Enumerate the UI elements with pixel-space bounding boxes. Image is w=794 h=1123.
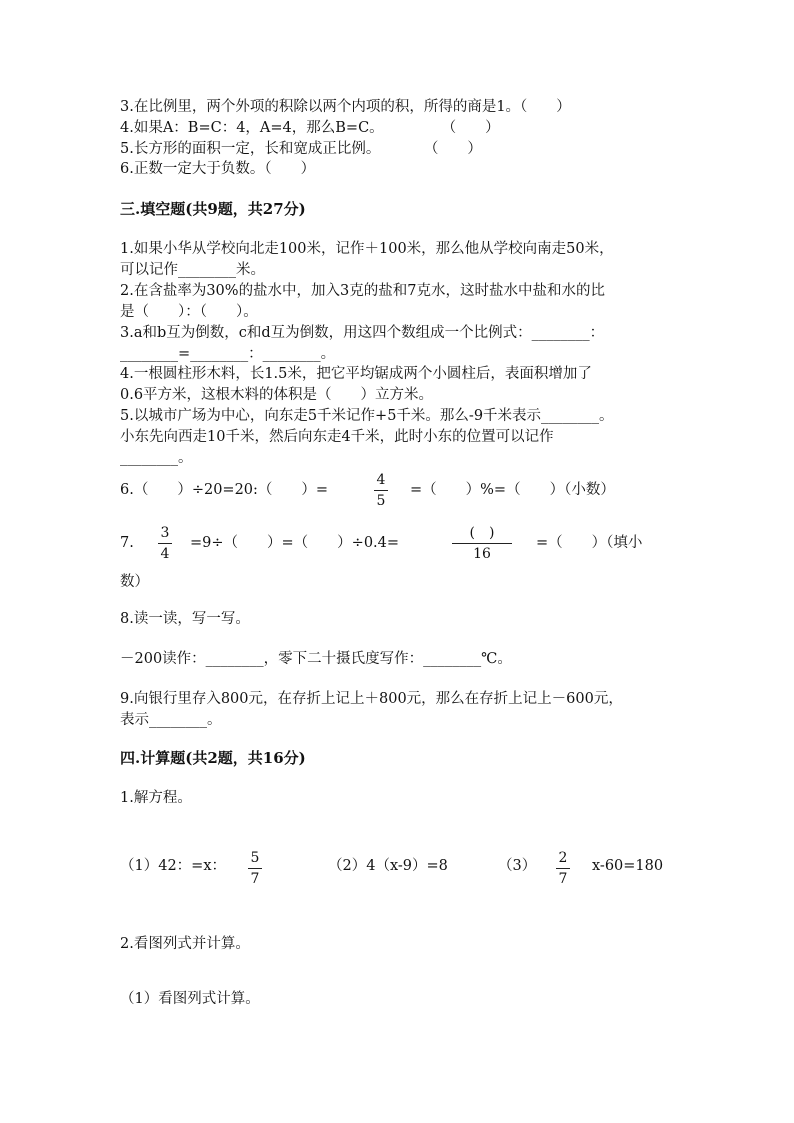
fill-q9-line2: 表示________。 [120, 712, 222, 728]
fraction-numerator: 2 [558, 850, 568, 866]
fill-q8-line: －200读作：________，零下二十摄氏度写作：________℃。 [120, 651, 512, 667]
fraction-numerator: 5 [250, 850, 260, 866]
fill-q7-post: =（ ）（填小 [536, 535, 643, 551]
fraction-numerator: 3 [160, 525, 170, 541]
fill-q4-line1: 4.一根圆柱形木料，长1.5米，把它平均锯成两个小圆柱后，表面积增加了 [120, 366, 592, 382]
fraction-bar [556, 868, 570, 869]
judge-q3: 3.在比例里，两个外项的积除以两个内项的积，所得的商是1。（ ） [120, 99, 571, 115]
judge-q5: 5.长方形的面积一定，长和宽成正比例。 （ ） [120, 141, 482, 157]
judge-q4: 4.如果A：B=C：4，A=4，那么B=C。 （ ） [120, 120, 500, 136]
fraction-bar [248, 868, 262, 869]
fraction-bar [158, 543, 172, 544]
fraction-numerator: 4 [376, 472, 386, 488]
fill-q9-line1: 9.向银行里存入800元，在存折上记上＋800元，那么在存折上记上－600元， [120, 691, 623, 707]
fraction-denominator: 16 [473, 546, 491, 562]
fraction-denominator: 5 [376, 493, 386, 509]
fill-q3-line1: 3.a和b互为倒数，c和d互为倒数，用这四个数组成一个比例式：________： [120, 325, 605, 341]
equation-3-pre: （3） [498, 858, 537, 874]
judge-q6: 6.正数一定大于负数。（ ） [120, 161, 316, 177]
fraction-bar [452, 543, 512, 544]
fill-q8: 8.读一读，写一写。 [120, 611, 250, 627]
fraction-5-7 [248, 850, 262, 887]
fill-q2-line1: 2.在含盐率为30%的盐水中，加入3克的盐和7克水，这时盐水中盐和水的比 [120, 283, 606, 299]
fill-q1-line2: 可以记作________米。 [120, 262, 265, 278]
fraction-denominator: 4 [160, 546, 170, 562]
fill-q7-mid: =9÷（ ）=（ ）÷0.4= [190, 535, 400, 551]
fraction-numerator: ( ) [469, 525, 495, 541]
fraction-2-7 [556, 850, 570, 887]
fill-q5-line2: 小东先向西走10千米，然后向东走4千米，此时小东的位置可以记作 [120, 429, 554, 445]
fill-q7-pre: 7. [120, 535, 134, 551]
fraction-blank-16 [452, 525, 512, 562]
fraction-3-4 [158, 525, 172, 562]
fraction-denominator: 7 [250, 871, 260, 887]
calc-q2: 2.看图列式并计算。 [120, 936, 250, 952]
fill-q1-line1: 1.如果小华从学校向北走100米，记作＋100米，那么他从学校向南走50米， [120, 241, 614, 257]
fraction-4-5 [374, 472, 388, 509]
fill-q7-cont: 数） [120, 574, 149, 590]
fill-q4-line2: 0.6平方米，这根木料的体积是（ ）立方米。 [120, 387, 434, 403]
fraction-bar [374, 490, 388, 491]
fill-q5-line1: 5.以城市广场为中心，向东走5千米记作+5千米。那么-9千米表示________。 [120, 408, 614, 424]
fill-q3-line2: ________=________：________。 [120, 346, 336, 362]
fill-q5-line3: ________。 [120, 450, 193, 466]
equation-2: （2）4（x-9）=8 [328, 858, 448, 874]
fill-q6-post: =（ ）%=（ ）（小数） [410, 482, 615, 498]
fill-q6-pre: 6.（ ）÷20=20:（ ）= [120, 482, 329, 498]
calc-q1: 1.解方程。 [120, 790, 192, 806]
section-heading-fill: 三.填空题(共9题，共27分) [120, 200, 306, 218]
equation-1-pre: （1）42：=x： [120, 858, 227, 874]
fill-q2-line2: 是（ ）：（ ）。 [120, 304, 258, 320]
fraction-denominator: 7 [558, 871, 568, 887]
calc-q2-sub: （1）看图列式计算。 [120, 991, 260, 1007]
section-heading-calc: 四.计算题(共2题，共16分) [120, 749, 306, 767]
equation-3-post: x-60=180 [592, 858, 664, 874]
